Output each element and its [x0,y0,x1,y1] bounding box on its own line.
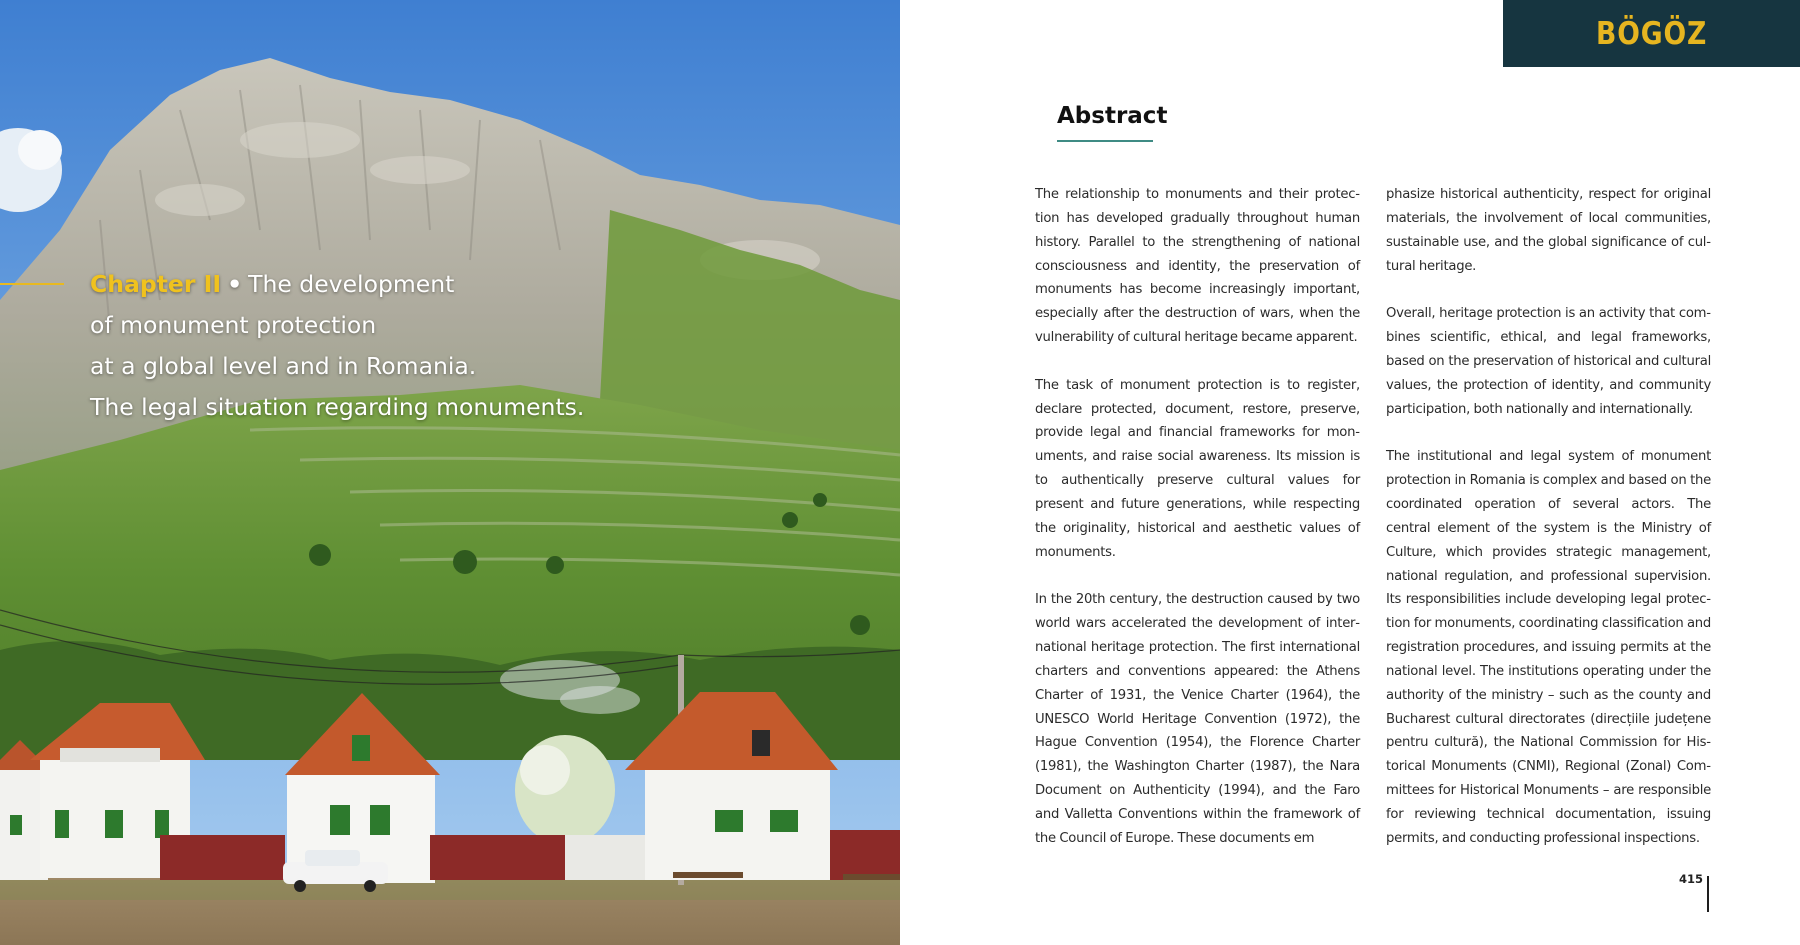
page-number-rule [1707,876,1709,912]
abstract-paragraph: phasize historical authenticity, respect for original materials, the involvement of local communities, sustainable use, and the global significance of cultural heritage. [1386,187,1711,274]
abstract-paragraph: The institutional and legal system of monument protection in Romania is complex and based on the coordinated operation of several actors. The central element of the system is the Ministry of Culture, which provides strategic management, national regulation, and professional supervision. Its responsibilities include developing legal protection for monuments, coordinating classification and registration procedures, and issuing permits at the national level. The institutions operating under the authority of the ministry – such as the county and Bucharest cultural directorates (direcțiile județene pentru cultură), the National Commission for Historical Monuments (CNMI), Regional (Zonal) Committees for Historical Monuments – are responsible for reviewing technical documentation, issuing permits, and conducting professional inspections. [1386,449,1712,846]
chapter-title-line-1 [90,264,710,305]
brand-name: BÖGÖZ [1595,15,1708,52]
chapter-title [90,264,710,428]
page-number: 415 [1679,872,1704,886]
chapter-accent-rule [0,283,64,285]
abstract-underline [1057,140,1153,142]
chapter-label: Chapter II [90,270,222,298]
abstract-paragraph: The task of monument protection is to register, declare protected, document, restore, preserve, provide legal and financial frameworks for monuments, and raise social awareness. Its mission is to authentically preserve cultural values for present and future generations, while respecting the originality, historical and aesthetic values of monuments. [1035,377,1360,560]
brand-banner [1503,0,1800,67]
abstract-paragraph: The relationship to monuments and their protection has developed gradually throughout human history. Parallel to the strengthening of national consciousness and identity, the preservation of monuments has become increasingly important, especially after the destruction of wars, when the vulnerability of cultural heritage became apparent. [1035,187,1360,346]
chapter-title-line-3: at a global level and in Romania. [90,352,477,380]
abstract-paragraph: Overall, heritage protection is an activity that combines scientific, ethical, and legal frameworks, based on the preservation of historical and cultural values, the protection of identity, and community participation, both nationally and internationally. [1386,306,1711,417]
abstract-column-right [1386,183,1711,851]
abstract-paragraph: In the 20th century, the destruction caused by two world wars accelerated the development of international heritage protection. The first international charters and conventions appeared: the Athens Charter of 1931, the Venice Charter (1964), the UNESCO World Heritage Convention (1972), the Hague Convention (1954), the Florence Charter (1981), the Washington Charter (1987), the Nara Document on Authenticity (1994), and the Faro and Valletta Conventions within the framework of the Council of Europe. These documents em [1035,592,1360,846]
chapter-bullet: • [227,270,243,298]
chapter-title-text-1: The development [248,270,455,298]
abstract-column-left [1035,183,1360,851]
abstract-heading: Abstract [1057,103,1168,129]
chapter-title-line-4: The legal situation regarding monuments. [90,393,585,421]
chapter-title-line-2: of monument protection [90,311,377,339]
